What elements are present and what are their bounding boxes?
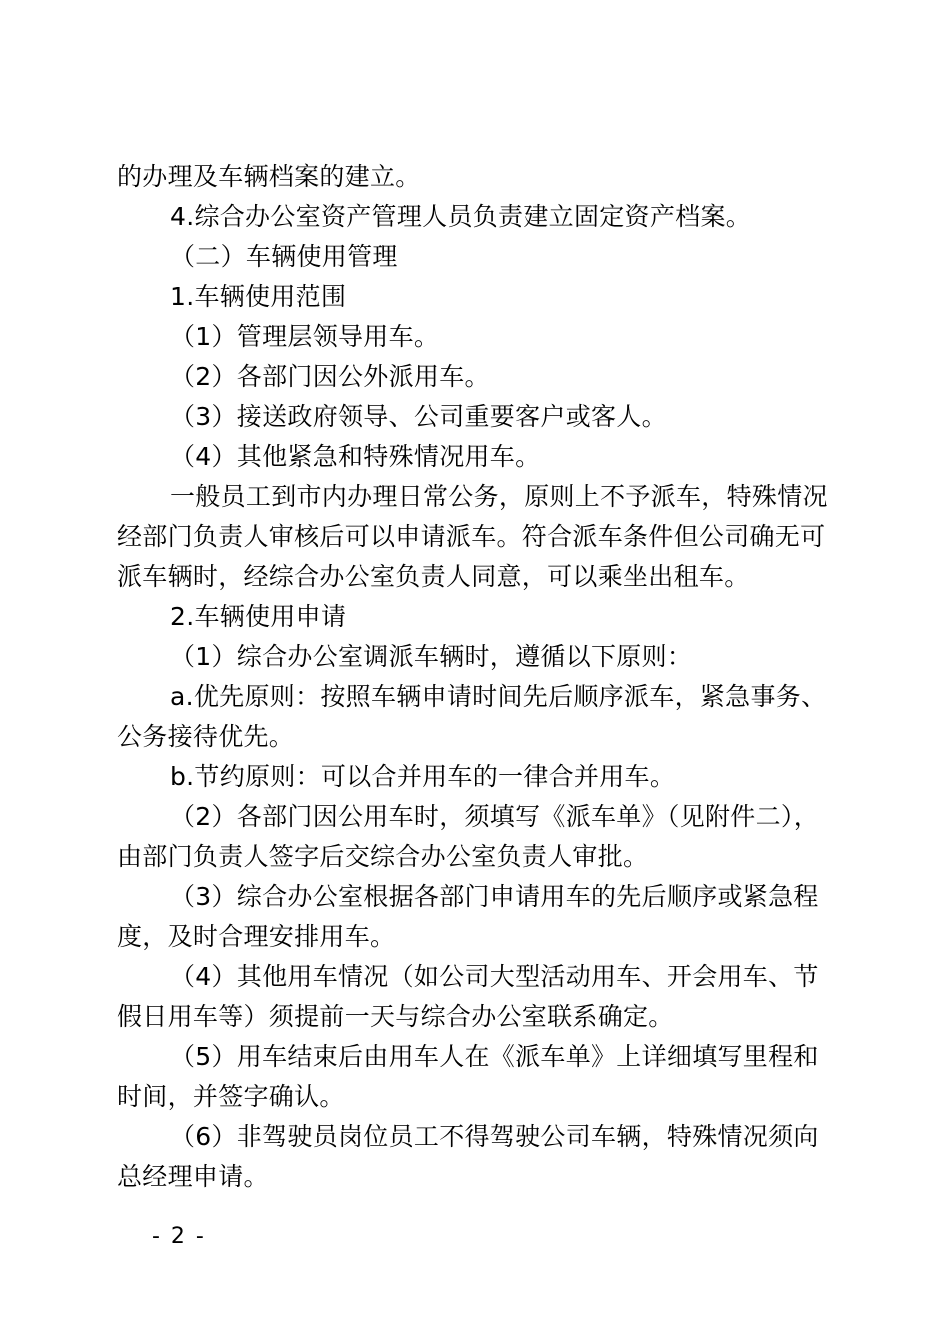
list-item: （6）非驾驶员岗位员工不得驾驶公司车辆，特殊情况须向 xyxy=(170,1122,819,1151)
list-item: （4）其他用车情况（如公司大型活动用车、开会用车、节 xyxy=(170,962,819,991)
text-line: 公务接待优先。 xyxy=(117,722,295,751)
list-item: （1）管理层领导用车。 xyxy=(170,322,440,351)
text-line: 4.综合办公室资产管理人员负责建立固定资产档案。 xyxy=(170,202,752,231)
text-line: 总经理申请。 xyxy=(117,1162,269,1191)
list-item: （2）各部门因公外派用车。 xyxy=(170,362,490,391)
list-item: b.节约原则：可以合并用车的一律合并用车。 xyxy=(170,762,676,791)
list-item: （3）接送政府领导、公司重要客户或客人。 xyxy=(170,402,667,431)
subsection-heading: 1.车辆使用范围 xyxy=(170,282,347,311)
subsection-heading: 2.车辆使用申请 xyxy=(170,602,347,631)
section-heading: （二）车辆使用管理 xyxy=(170,242,398,271)
list-item: （1）综合办公室调派车辆时，遵循以下原则： xyxy=(170,642,693,671)
text-line: 派车辆时，经综合办公室负责人同意，可以乘坐出租车。 xyxy=(117,562,750,591)
list-item: （2）各部门因公用车时，须填写《派车单》（见附件二）， xyxy=(170,802,820,831)
text-line: 由部门负责人签字后交综合办公室负责人审批。 xyxy=(117,842,649,871)
page-number: - 2 - xyxy=(152,1224,206,1249)
text-line: 一般员工到市内办理日常公务，原则上不予派车，特殊情况 xyxy=(170,482,828,511)
list-item: （3）综合办公室根据各部门申请用车的先后顺序或紧急程 xyxy=(170,882,819,911)
text-line: 度，及时合理安排用车。 xyxy=(117,922,396,951)
text-line: 的办理及车辆档案的建立。 xyxy=(117,162,421,191)
text-line: 假日用车等）须提前一天与综合办公室联系确定。 xyxy=(117,1002,674,1031)
document-body xyxy=(117,157,829,1197)
list-item: a.优先原则：按照车辆申请时间先后顺序派车，紧急事务、 xyxy=(170,682,827,711)
list-item: （4）其他紧急和特殊情况用车。 xyxy=(170,442,541,471)
text-line: 时间，并签字确认。 xyxy=(117,1082,345,1111)
text-line: 经部门负责人审核后可以申请派车。符合派车条件但公司确无可 xyxy=(117,522,826,551)
list-item: （5）用车结束后由用车人在《派车单》上详细填写里程和 xyxy=(170,1042,819,1071)
